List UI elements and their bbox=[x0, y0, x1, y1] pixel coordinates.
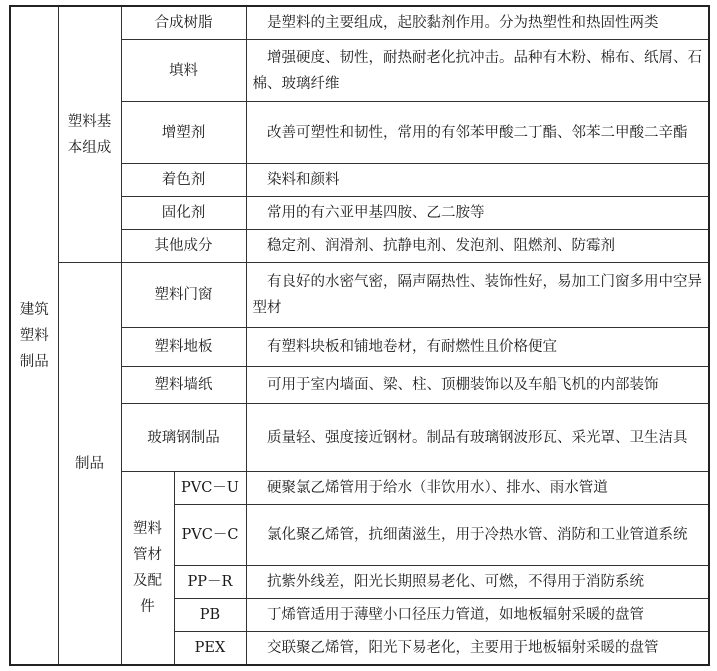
item-desc: 可用于室内墙面、梁、柱、顶棚装饰以及车船飞机的内部装饰 bbox=[246, 367, 709, 404]
item-desc: 染料和颜料 bbox=[246, 164, 709, 197]
item-name: 塑料地板 bbox=[121, 328, 246, 367]
composition-label: 塑料基本组成 bbox=[58, 6, 121, 263]
item-desc: 质量轻、强度接近钢材。制品有玻璃钢波形瓦、采光罩、卫生洁具 bbox=[246, 404, 709, 472]
item-desc: 是塑料的主要组成，起胶黏剂作用。分为热塑性和热固性两类 bbox=[246, 6, 709, 40]
pipe-desc: 氯化聚乙烯管，抗细菌滋生，用于冷热水管、消防和工业管道系统 bbox=[246, 505, 709, 566]
pipe-desc: 交联聚乙烯管，阳光下易老化，主要用于地板辐射采暖的盘管 bbox=[246, 632, 709, 666]
item-name: 填料 bbox=[121, 40, 246, 102]
pipe-name: PVC－C bbox=[174, 505, 246, 566]
pipe-name: PVC－U bbox=[174, 472, 246, 505]
item-desc: 稳定剂、润滑剂、抗静电剂、发泡剂、阻燃剂、防霉剂 bbox=[246, 230, 709, 263]
pipe-name: PEX bbox=[174, 632, 246, 666]
building-plastics-table bbox=[9, 5, 710, 666]
item-name: 着色剂 bbox=[121, 164, 246, 197]
table-row bbox=[10, 6, 709, 40]
item-name: 塑料门窗 bbox=[121, 263, 246, 328]
item-name: 其他成分 bbox=[121, 230, 246, 263]
pipe-desc: 抗紫外线差，阳光长期照易老化、可燃，不得用于消防系统 bbox=[246, 566, 709, 599]
item-desc: 改善可塑性和韧性，常用的有邻苯甲酸二丁酯、邻苯二甲酸二辛酯 bbox=[246, 102, 709, 164]
pipe-name: PP－R bbox=[174, 566, 246, 599]
pipe-desc: 丁烯管适用于薄壁小口径压力管道，如地板辐射采暖的盘管 bbox=[246, 599, 709, 632]
item-name: 增塑剂 bbox=[121, 102, 246, 164]
item-desc: 增强硬度、韧性，耐热耐老化抗冲击。品种有木粉、棉布、纸屑、石棉、玻璃纤维 bbox=[246, 40, 709, 102]
pipe-desc: 硬聚氯乙烯管用于给水（非饮用水）、排水、雨水管道 bbox=[246, 472, 709, 505]
table-row bbox=[10, 263, 709, 328]
pipes-label: 塑料管材及配件 bbox=[121, 472, 174, 666]
products-label: 制品 bbox=[58, 263, 121, 666]
item-desc: 有塑料块板和铺地卷材，有耐燃性且价格便宜 bbox=[246, 328, 709, 367]
item-name: 合成树脂 bbox=[121, 6, 246, 40]
item-name: 固化剂 bbox=[121, 197, 246, 230]
pipe-name: PB bbox=[174, 599, 246, 632]
item-name: 塑料墙纸 bbox=[121, 367, 246, 404]
item-desc: 有良好的水密气密，隔声隔热性、装饰性好，易加工门窗多用中空异型材 bbox=[246, 263, 709, 328]
root-label: 建筑塑料制品 bbox=[10, 6, 58, 665]
item-desc: 常用的有六亚甲基四胺、乙二胺等 bbox=[246, 197, 709, 230]
item-name: 玻璃钢制品 bbox=[121, 404, 246, 472]
